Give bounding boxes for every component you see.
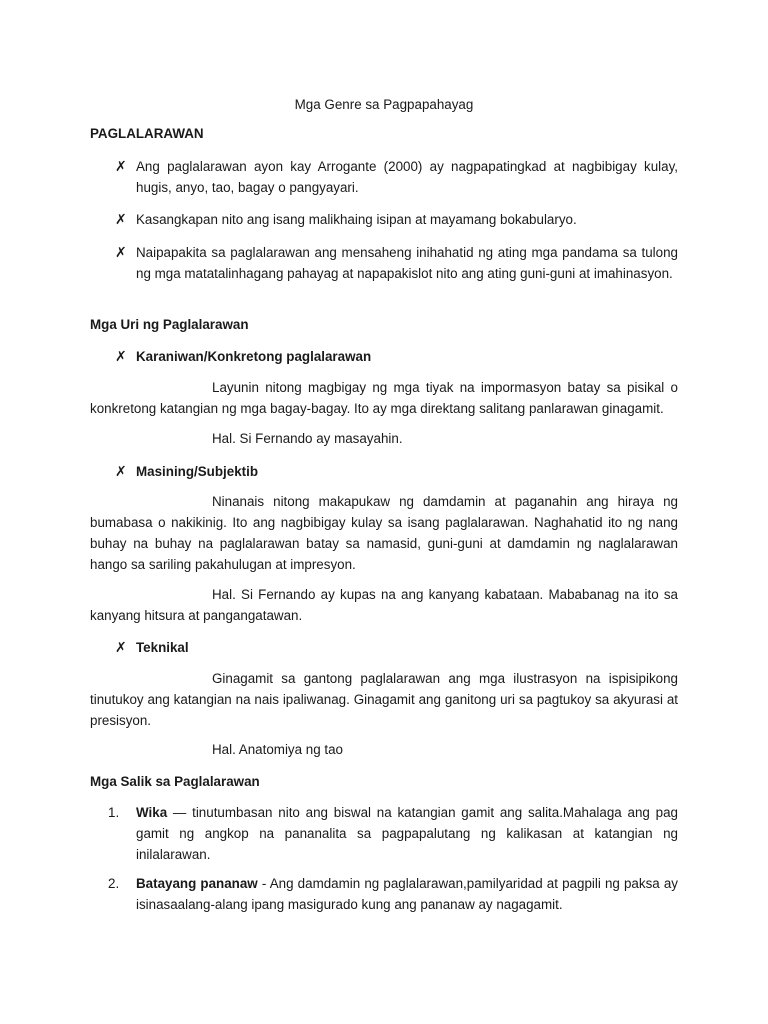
type-heading-teknikal: Teknikal [136,640,189,655]
x-bullet-icon: ✗ [115,639,127,655]
factor-text: tinutumbasan nito ang biswal na katangian gamit ang salita.Mahalaga ang pag gamit ng angkop na pananalita sa pagpapalutang ng kalikasan at katangian ng inilalarawan. [136,805,678,862]
type-example-teknikal: Hal. Anatomiya ng tao [212,742,344,757]
intro-bullet-2: Kasangkapan nito ang isang malikhaing isipan at mayamang bokabularyo. [136,212,577,227]
intro-bullet-3: Naipapakita sa paglalarawan ang mensaheng inihahatid ng ating mga pandama sa tulong ng mga matatalinhagang pahayag at napapakislot nito ang ating guni-guni at imahinasyon. [136,245,678,281]
type-heading-masining: Masining/Subjektib [136,464,259,479]
page-title: Mga Genre sa Pagpapahayag [294,97,474,112]
factor-separator: — [167,805,193,820]
x-bullet-icon: ✗ [115,158,127,174]
intro-bullet-1: Ang paglalarawan ayon kay Arrogante (2000) ay nagpapatingkad at nagbibigay kulay, hugis, anyo, tao, bagay o pangyayari. [136,159,678,195]
type-example-karaniwan: Hal. Si Fernando ay masayahin. [212,431,403,446]
section-heading-uri: Mga Uri ng Paglalarawan [90,317,249,332]
list-number: 2. [108,876,120,891]
type-desc-teknikal: Ginagamit sa gantong paglalarawan ang mga ilustrasyon na ispisipikong tinutukoy ang katangian na nais ipaliwanag. Ginagamit ang ganitong uri sa pagtukoy sa akyurasi at presisyon. [90,671,678,728]
x-bullet-icon: ✗ [115,463,127,479]
x-bullet-icon: ✗ [115,348,127,364]
type-example-masining: Hal. Si Fernando ay kupas na ang kanyang kabataan. Mababanag na ito sa kanyang hitsura at pangangatawan. [90,587,678,623]
type-heading-karaniwan: Karaniwan/Konkretong paglalarawan [136,349,372,364]
type-desc-masining: Ninanais nitong makapukaw ng damdamin at paganahin ang hiraya ng bumabasa o nakikinig. Ito ang nagbibigay kulay sa isang paglalarawan. Naghahatid ito ng nang buhay na buhay na paglalarawan batay sa namasid, guni-guni at damdamin ng naglalarawan hango sa sariling pakahulugan at impresyon. [90,494,678,572]
list-number: 1. [108,805,120,820]
factor-text: Ang damdamin ng paglalarawan,pamilyaridad at pagpili ng paksa ay isinasaalang-alang ipang masigurado kung ang pananaw ay nagagamit. [136,876,678,912]
factor-separator: - [257,876,270,891]
factor-wika [136,802,678,865]
section-heading-salik: Mga Salik sa Paglalarawan [90,774,260,789]
x-bullet-icon: ✗ [115,211,127,227]
x-bullet-icon: ✗ [115,244,127,260]
type-desc-karaniwan: Layunin nitong magbigay ng mga tiyak na impormasyon batay sa pisikal o konkretong katangian ng mga bagay-bagay. Ito ay mga direktang salitang panlarawan ginagamit. [90,380,678,416]
section-heading-paglalarawan: PAGLALARAWAN [90,126,204,141]
factor-term: Batayang pananaw [136,876,258,891]
factor-term: Wika [136,805,168,820]
factor-batayang-pananaw [136,873,678,915]
